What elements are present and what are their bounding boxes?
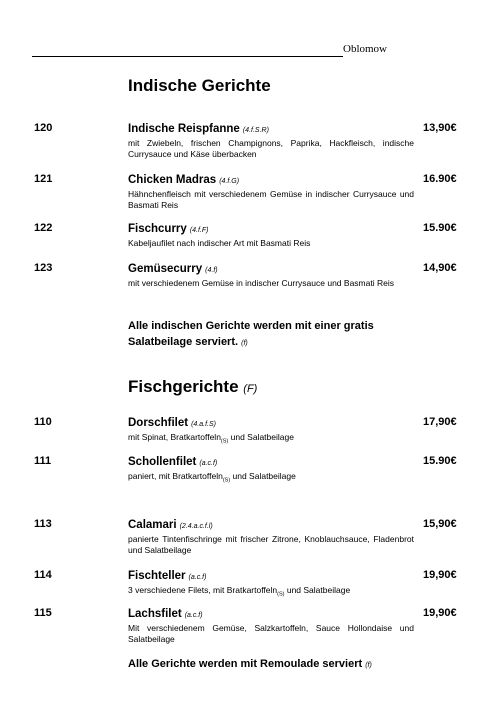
item-price: 15.90€ <box>423 455 457 467</box>
item-title <box>128 262 414 278</box>
item-number: 111 <box>34 455 52 467</box>
desc-text: paniert, mit Bratkartoffeln <box>128 471 223 481</box>
section-title-indische <box>128 76 271 96</box>
item-body <box>128 455 414 487</box>
item-name: Gemüsecurry <box>128 263 203 275</box>
item-title <box>128 222 414 238</box>
item-body <box>128 569 414 601</box>
item-description: Kabeljaufilet nach indischer Art mit Basmati Reis <box>128 238 311 248</box>
page-header <box>32 43 392 59</box>
item-title <box>128 569 414 585</box>
item-allergen-codes: (4.f.F) <box>189 227 209 234</box>
desc-text: und Salatbeilage <box>284 585 351 595</box>
item-number: 113 <box>34 518 52 530</box>
section-title-text: Indische Gerichte <box>128 76 271 95</box>
item-name: Dorschfilet <box>128 417 189 429</box>
item-name: Fischteller <box>128 570 186 582</box>
note-allergen-codes: (f) <box>241 340 248 347</box>
restaurant-name: Oblomow <box>343 43 387 55</box>
item-body <box>128 222 414 249</box>
item-description: Mit verschiedenem Gemüse, Salzkartoffeln, Sauce Hollondaise und Salatbeilage <box>128 623 414 644</box>
section-note <box>128 656 418 674</box>
item-allergen-codes: (a.c.f) <box>188 574 207 581</box>
item-number: 110 <box>34 416 52 428</box>
item-body <box>128 122 414 160</box>
item-title <box>128 455 414 471</box>
item-price: 15,90€ <box>423 518 457 530</box>
item-title <box>128 122 414 138</box>
item-description: Hähnchenfleisch mit verschiedenem Gemüse in indischer Currysauce und Basmati Reis <box>128 189 414 210</box>
item-name: Fischcurry <box>128 223 187 235</box>
desc-text: und Salatbeilage <box>228 432 294 442</box>
item-name: Indische Reispfanne <box>128 123 240 135</box>
item-allergen-codes: (4.f.S.R) <box>242 127 269 134</box>
note-text: Alle indischen Gerichte werden mit einer gratis Salatbeilage serviert. <box>128 320 374 348</box>
section-title-code: (F) <box>243 383 258 395</box>
item-body <box>128 173 414 211</box>
item-number: 120 <box>34 122 53 134</box>
item-name: Lachsfilet <box>128 608 182 620</box>
note-text: Alle Gerichte werden mit Remoulade serviert <box>128 658 363 670</box>
item-allergen-codes: (4.f) <box>205 267 218 274</box>
item-name: Chicken Madras <box>128 174 217 186</box>
item-name: Schollenfilet <box>128 456 197 468</box>
item-price: 17,90€ <box>423 416 457 428</box>
item-name: Calamari <box>128 519 177 531</box>
section-note <box>128 318 418 352</box>
item-price: 19,90€ <box>423 569 457 581</box>
item-body <box>128 607 414 645</box>
item-allergen-codes: (a.c.f) <box>184 612 203 619</box>
item-title <box>128 173 414 189</box>
desc-subscript: (S) <box>220 438 229 445</box>
item-allergen-codes: (4.f.G) <box>219 178 240 185</box>
item-number: 121 <box>34 173 53 185</box>
desc-subscript: (S) <box>277 591 285 598</box>
item-description: mit verschiedenem Gemüse in indischer Currysauce und Basmati Reis <box>128 278 394 288</box>
item-number: 122 <box>34 222 53 234</box>
item-price: 16.90€ <box>423 173 457 185</box>
item-description: panierte Tintenfischringe mit frischer Zitrone, Knoblauchsauce, Fladenbrot und Salatbeilage <box>128 534 414 555</box>
item-description <box>128 432 414 448</box>
item-number: 115 <box>34 607 52 619</box>
header-rule <box>32 56 343 57</box>
desc-text: mit Spinat, Bratkartoffeln <box>128 432 221 442</box>
item-allergen-codes: (a.c.f) <box>199 460 218 467</box>
note-allergen-codes: (f) <box>365 662 372 669</box>
item-price: 13,90€ <box>423 122 457 134</box>
item-body <box>128 518 414 556</box>
item-allergen-codes: (2.4.a.c.f.l) <box>179 523 213 530</box>
item-number: 123 <box>34 262 53 274</box>
item-price: 19,90€ <box>423 607 457 619</box>
desc-text: und Salatbeilage <box>230 471 296 481</box>
item-title <box>128 518 414 534</box>
item-number: 114 <box>34 569 52 581</box>
item-body <box>128 262 414 289</box>
item-body <box>128 416 414 448</box>
item-title <box>128 607 414 623</box>
item-description: mit Zwiebeln, frischen Champignons, Paprika, Hackfleisch, indische Currysauce und Käse überbacken <box>128 138 414 159</box>
item-allergen-codes: (4.a.f.S) <box>191 421 216 428</box>
section-title-fisch <box>128 377 257 397</box>
section-title-text: Fischgerichte <box>128 377 239 396</box>
desc-text: 3 verschiedene Filets, mit Bratkartoffeln <box>128 585 278 595</box>
item-description <box>128 471 414 487</box>
item-price: 14,90€ <box>423 262 457 274</box>
desc-subscript: (S) <box>222 477 231 484</box>
item-price: 15.90€ <box>423 222 457 234</box>
item-title <box>128 416 414 432</box>
item-description <box>128 585 414 601</box>
